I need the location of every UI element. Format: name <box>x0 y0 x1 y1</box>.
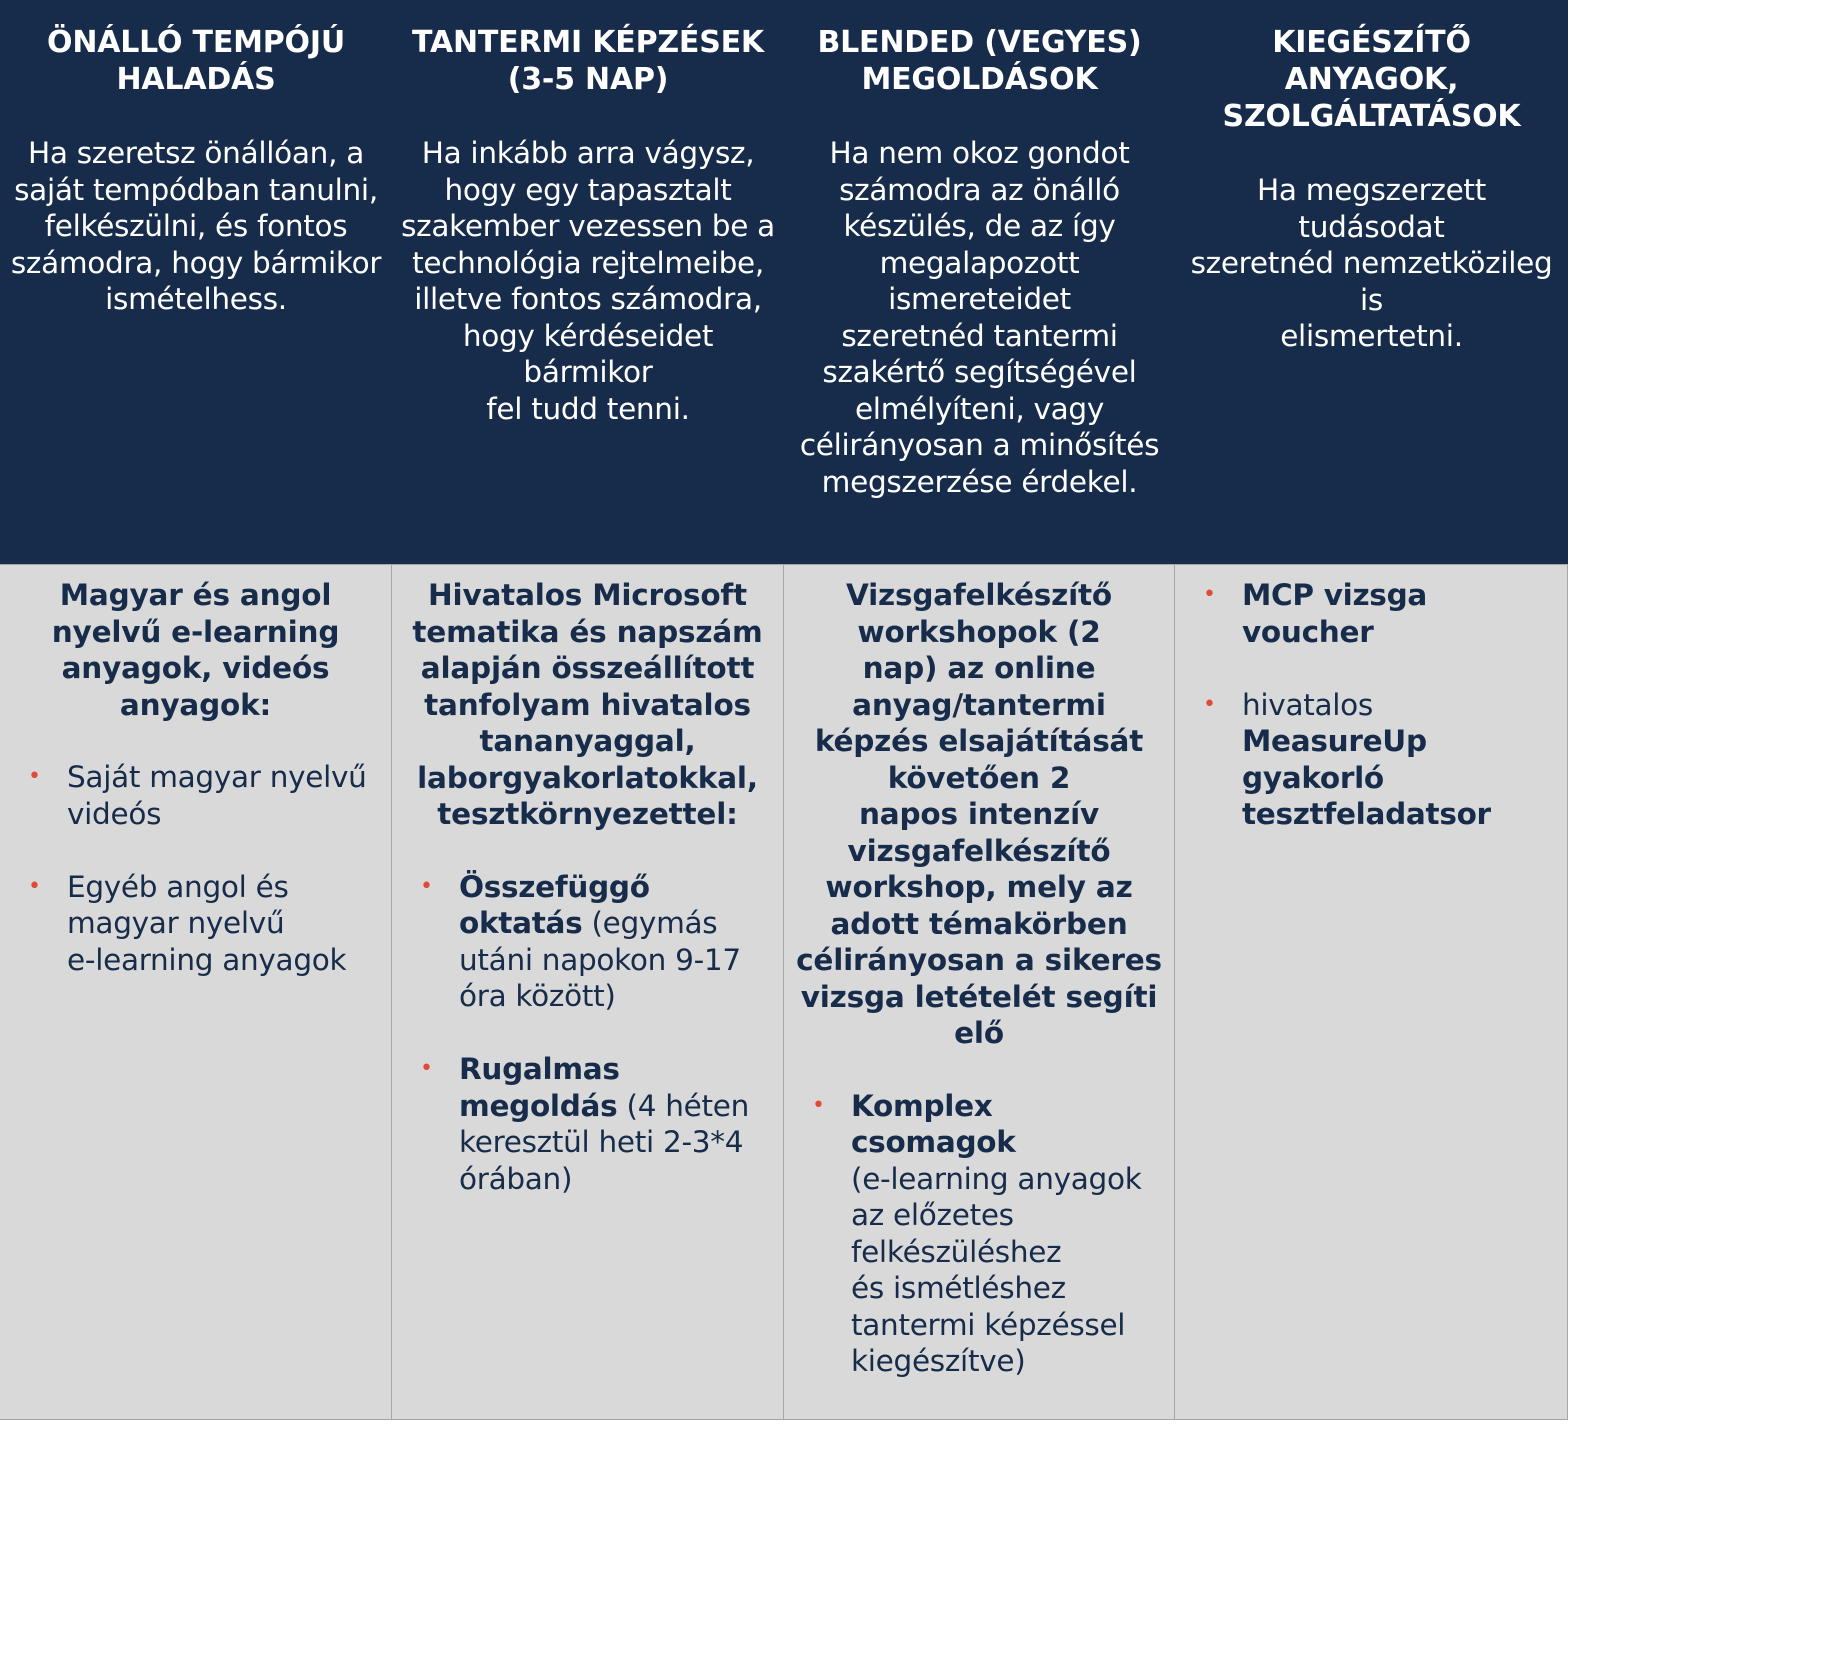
content-cell-classroom <box>392 564 784 1420</box>
list-item: • Rugalmas megoldás (4 héten keresztül heti 2-3*4 órában) <box>420 1052 750 1196</box>
list-item: • MCP vizsga voucher <box>1203 578 1427 649</box>
offer-list <box>402 869 773 1198</box>
offer-list <box>794 1088 1164 1380</box>
column-header-supplementary <box>1175 0 1568 564</box>
offer-list <box>10 759 381 978</box>
column-description: Ha nem okoz gondot számodra az önálló készülés, de az így megalapozott ismereteidet szeretnéd tantermi szakértő segítségével elmélyíteni, vagy célirányosan a minősítés megszerzése érdekel. <box>799 136 1160 499</box>
column-title: ÖNÁLLÓ TEMPÓJÚ HALADÁS <box>47 25 345 97</box>
column-title: TANTERMI KÉPZÉSEK (3-5 NAP) <box>412 25 764 97</box>
column-title: BLENDED (VEGYES) MEGOLDÁSOK <box>817 25 1142 97</box>
list-item: • Saját magyar nyelvű videós <box>28 760 367 831</box>
content-cell-blended <box>784 564 1175 1420</box>
column-description: Ha szeretsz önállóan, a saját tempódban tanulni, felkészülni, és fontos számodra, hogy bármikor ismételhess. <box>10 136 382 316</box>
content-cell-supplementary <box>1175 564 1568 1420</box>
list-item: • Egyéb angol és magyar nyelvű e-learning anyagok <box>28 869 347 977</box>
list-item: • Komplex csomagok (e-learning anyagok az előzetes felkészüléshez és ismétléshez tantermi képzéssel kiegészítve) <box>812 1088 1142 1378</box>
cell-intro: Hivatalos Microsoft tematika és napszám alapján összeállított tanfolyam hivatalos tananyaggal, laborgyakorlatokkal, tesztkörnyezettel: <box>412 578 763 831</box>
content-cell-self-paced <box>0 564 392 1420</box>
column-header-classroom <box>392 0 784 564</box>
bullet-icon: • <box>1203 691 1216 717</box>
offer-list <box>1185 577 1557 833</box>
bullet-icon: • <box>1203 582 1216 607</box>
bullet-icon: • <box>420 1056 433 1081</box>
bullet-icon: • <box>28 764 41 789</box>
column-header-self-paced <box>0 0 392 564</box>
column-title: KIEGÉSZÍTŐ ANYAGOK, SZOLGÁLTATÁSOK <box>1222 25 1521 134</box>
column-header-blended <box>784 0 1175 564</box>
bullet-icon: • <box>812 1092 825 1118</box>
column-description: Ha megszerzett tudásodat szeretnéd nemzetközileg is elismertetni. <box>1190 173 1553 353</box>
bullet-icon: • <box>28 873 41 899</box>
cell-intro: Magyar és angol nyelvű e-learning anyagok, videós anyagok: <box>51 578 340 722</box>
list-item: • hivatalos MeasureUp gyakorló tesztfeladatsor <box>1203 687 1491 831</box>
bullet-icon: • <box>420 873 433 899</box>
list-item: • Összefüggő oktatás (egymás utáni napokon 9-17 óra között) <box>420 869 741 1013</box>
column-description: Ha inkább arra vágysz, hogy egy tapasztalt szakember vezessen be a technológia rejtelmeibe, illetve fontos számodra, hogy kérdéseidet bármikor fel tudd tenni. <box>401 136 775 426</box>
cell-intro: Vizsgafelkészítő workshopok (2 nap) az online anyag/tantermi képzés elsajátítását követően 2 napos intenzív vizsgafelkészítő workshop, mely az adott témakörben célirányosan a sikeres vizsga letételét segíti elő <box>796 578 1162 1050</box>
